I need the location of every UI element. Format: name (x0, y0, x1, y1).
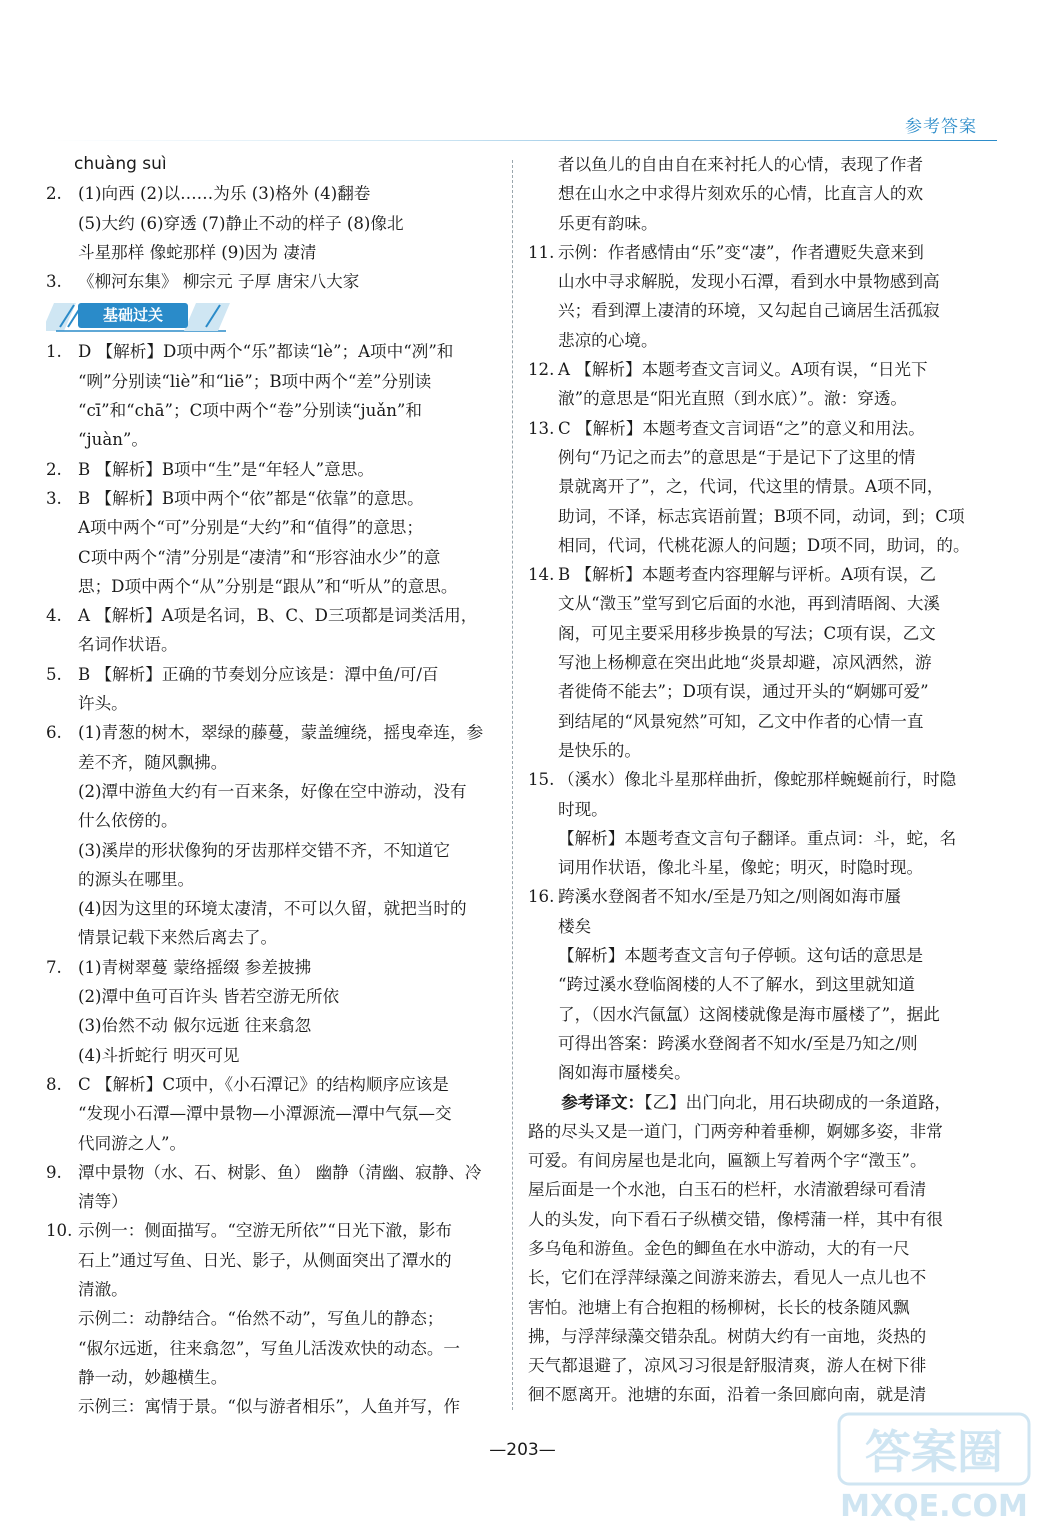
answer-continuation: (5)大约 (6)穿透 (7)静止不动的样子 (8)像北 (78, 213, 404, 233)
answer-text: (1)青葱的树木，翠绿的藤蔓，蒙盖缠绕，摇曳牵连，参 (78, 723, 484, 743)
answer-number: 3. (46, 272, 62, 292)
answer-number: 12. (528, 360, 555, 380)
answer-first-line (46, 455, 498, 484)
answer-continuation: A项中两个“可”分别是“大约”和“值得”的意思； (78, 518, 423, 538)
answer-continuation: (4)斗折蛇行 明灭可见 (78, 1045, 240, 1065)
answer-item (46, 267, 498, 296)
answer-first-line (528, 414, 976, 443)
answer-continuation: “俶尔远逝，往来翕忽”，写鱼儿活泼欢快的动态。一 (78, 1338, 461, 1358)
answer-first-line (46, 1070, 498, 1099)
pinyin-line: chuàng suì (74, 154, 167, 174)
answer-text: B 【解析】正确的节奏划分应该是：潭中鱼/可/百 (78, 664, 439, 684)
answer-continuation: 相同，代词，代桃花源人的问题；D项不同，助词，的。 (558, 535, 970, 555)
answer-continuation: 兴；看到潭上凄清的环境，又勾起自己谪居生活孤寂 (558, 301, 940, 321)
answer-text: A 【解析】本题考查文言词义。A项有误，“日光下 (558, 360, 928, 380)
answer-first-line (46, 718, 498, 747)
answer-continuation: “cī”和“chā”；C项中两个“卷”分别读“juǎn”和 (78, 401, 422, 421)
answer-item (528, 765, 976, 882)
answer-continuation: (4)因为这里的环境太凄清，不可以久留，就把当时的 (78, 899, 467, 919)
answer-text: D 【解析】D项中两个“乐”都读“lè”；A项中“冽”和 (78, 342, 454, 362)
answer-item (528, 355, 976, 414)
answer-continuation: 例句“乃记之而去”的意思是“于是记下了这里的情 (558, 447, 916, 467)
answer-item (46, 1158, 498, 1217)
answer-continuation: 词用作状语，像北斗星，像蛇；明灭，时隐时现。 (558, 858, 924, 878)
answer-item (46, 1070, 498, 1158)
answer-continuation: 静一动，妙趣横生。 (78, 1367, 228, 1387)
answer-continuation: 【解析】本题考查文言句子停顿。这句话的意思是 (558, 946, 924, 966)
translation-line: 多乌龟和游鱼。金色的鲫鱼在水中游动，大的有一尺 (528, 1238, 910, 1258)
answer-continuation: 者徙倚不能去”；D项有误，通过开头的“婀娜可爱” (558, 682, 929, 702)
answer-number: 1. (46, 342, 62, 362)
reference-translation (528, 1088, 976, 1410)
banner-label: 基础过关 (78, 303, 188, 328)
answer-text: A 【解析】A项是名词，B、C、D三项都是词类活用， (78, 606, 478, 626)
answer-number: 11. (528, 242, 555, 262)
intro-items (46, 179, 498, 296)
answer-first-line (46, 1158, 498, 1187)
answer-continuation: 澈”的意思是“阳光直照（到水底）”。澈：穿透。 (558, 389, 908, 409)
answer-continuation: “juàn”。 (78, 430, 148, 450)
answer-continuation: 示例二：动静结合。“佁然不动”，写鱼儿的静态； (78, 1309, 444, 1329)
answer-continuation: 到结尾的“风景宛然”可知，乙文中作者的心情一直 (558, 711, 924, 731)
answer-continuation: 阁如海市蜃楼矣。 (558, 1063, 691, 1083)
answer-text: B 【解析】B项中“生”是“年轻人”意思。 (78, 459, 374, 479)
answer-continuation: 的源头在哪里。 (78, 869, 195, 889)
answer-number: 4. (46, 606, 62, 626)
answer-first-line (528, 560, 976, 589)
translation-line: 徊不愿离开。池塘的东面，沿着一条回廊向南，就是清 (528, 1385, 927, 1405)
answer-text: B 【解析】B项中两个“依”都是“依靠”的意思。 (78, 488, 424, 508)
answer-continuation: 了，（因水汽氤氲）这阁楼就像是海市蜃楼了”，据此 (558, 1004, 940, 1024)
answer-number: 3. (46, 488, 62, 508)
answer-text: 示例一：侧面描写。“空游无所依”“日光下澈，影布 (78, 1221, 452, 1241)
answer-continuation: 助词，不译，标志宾语前置；B项不同，动词，到；C项 (558, 506, 965, 526)
answer-item (528, 560, 976, 765)
translation-line: 害怕。池塘上有合抱粗的杨柳树，长长的枝条随风飘 (528, 1297, 910, 1317)
answer-continuation: (2)潭中游鱼大约有一百来条，好像在空中游动，没有 (78, 781, 467, 801)
answer-continuation: 石上”通过写鱼、日光、影子，从侧面突出了潭水的 (78, 1250, 452, 1270)
answer-item (46, 1216, 498, 1421)
watermark-logo (835, 1408, 1035, 1532)
answer-number: 16. (528, 887, 555, 907)
answer-number: 8. (46, 1074, 62, 1094)
watermark-text: 答案圈 (865, 1425, 1003, 1479)
translation-line: 拂，与浮萍绿藻交错杂乱。树荫大约有一亩地，炎热的 (528, 1326, 927, 1346)
answer-continuation: (2)潭中鱼可百许头 皆若空游无所依 (78, 987, 340, 1007)
answer-first-line (46, 179, 498, 208)
answer-item (46, 484, 498, 601)
answer-item (46, 660, 498, 719)
answer-item (46, 953, 498, 1070)
answer-continuation: “发现小石潭—潭中景物—小潭源流—潭中气氛—交 (78, 1104, 452, 1124)
answer-continuation: 阁，可见主要采用移步换景的写法；C项有误，乙文 (558, 623, 936, 643)
carryover-line: 者以鱼儿的自由自在来衬托人的心情，表现了作者 (558, 155, 924, 174)
answer-item (46, 718, 498, 952)
answer-number: 7. (46, 957, 62, 977)
answer-continuation: 代同游之人”。 (78, 1133, 187, 1153)
answer-text: 跨溪水登阁者不知水/至是乃知之/则阁如海市蜃 (558, 887, 902, 907)
carryover-text (528, 150, 976, 238)
answer-number: 5. (46, 664, 62, 684)
answer-number: 13. (528, 418, 555, 438)
answer-first-line (46, 953, 498, 982)
translation-line: 长，它们在浮萍绿藻之间游来游去，看见人一点儿也不 (528, 1268, 927, 1288)
answer-first-line (46, 1216, 498, 1245)
answer-continuation: 清等） (78, 1192, 128, 1212)
answer-item (528, 238, 976, 355)
answer-first-line (46, 267, 498, 296)
answer-item (46, 337, 498, 454)
translation-line: 路的尽头又是一道门，门两旁种着垂柳，婀娜多姿，非常 (528, 1121, 943, 1141)
answer-item (528, 882, 976, 1087)
answer-number: 9. (46, 1162, 62, 1182)
carryover-line: 乐更有韵味。 (558, 213, 658, 233)
answer-continuation: (3)溪岸的形状像狗的牙齿那样交错不齐，不知道它 (78, 840, 450, 860)
carryover-line: 想在山水之中求得片刻欢乐的心情，比直言人的欢 (558, 184, 924, 204)
answer-text: 示例：作者感情由“乐”变“凄”，作者遭贬失意来到 (558, 242, 924, 262)
right-column (528, 150, 976, 1410)
translation-first-line: 参考译文：【乙】出门向北，用石块砌成的一条道路， (561, 1091, 952, 1112)
answer-first-line (46, 601, 498, 630)
answer-item (46, 179, 498, 267)
answer-continuation: 情景记载下来然后离去了。 (78, 928, 278, 948)
translation-line: 人的头发，向下看石子纵横交错，像樗蒲一样，其中有很 (528, 1209, 943, 1229)
answer-text: 潭中景物（水、石、树影、鱼） 幽静（清幽、寂静、冷 (78, 1162, 482, 1182)
answer-continuation: 思；D项中两个“从”分别是“跟从”和“听从”的意思。 (78, 576, 458, 596)
answer-continuation: C项中两个“清”分别是“凄清”和“形容油水少”的意 (78, 547, 441, 567)
answer-continuation: 时现。 (558, 799, 608, 819)
translation-line: 屋后面是一个水池，白玉石的栏杆，水清澈碧绿可看清 (528, 1180, 927, 1200)
answer-continuation: 什么依傍的。 (78, 811, 178, 831)
answer-continuation: 是快乐的。 (558, 740, 641, 760)
answer-number: 15. (528, 770, 555, 790)
answer-continuation: 写池上杨柳意在突出此地“炎景却避，凉风洒然，游 (558, 653, 932, 673)
left-column (46, 150, 498, 1421)
answer-first-line (528, 355, 976, 384)
answer-continuation: 悲凉的心境。 (558, 330, 658, 350)
watermark-subtext: MXQE.COM (840, 1489, 1028, 1524)
header-rule (50, 140, 997, 141)
answer-first-line (46, 660, 498, 689)
answer-number: 14. (528, 565, 555, 585)
answer-text: （溪水）像北斗星那样曲折，像蛇那样蜿蜒前行，时隐 (558, 770, 957, 790)
answer-first-line (528, 882, 976, 911)
answer-continuation: 景就离开了”，之，代词，代这里的情景。A项不同， (558, 477, 944, 497)
answer-continuation: 差不齐，随风飘拂。 (78, 752, 228, 772)
answer-continuation: 文从“澂玉”堂写到它后面的水池，再到清晤阁、大溪 (558, 594, 941, 614)
answer-continuation: 示例三：寓情于景。“似与游者相乐”，人鱼并写，作 (78, 1397, 461, 1417)
answer-text: C 【解析】C项中，《小石潭记》的结构顺序应该是 (78, 1074, 449, 1094)
page-number: —203— (489, 1440, 556, 1460)
answer-first-line (46, 337, 498, 366)
answer-continuation: 可得出答案：跨溪水登阁者不知水/至是乃知之/则 (558, 1033, 918, 1053)
answer-continuation: (3)佁然不动 俶尔远逝 往来翕忽 (78, 1016, 312, 1036)
answer-number: 2. (46, 459, 62, 479)
answer-text: 《柳河东集》 柳宗元 子厚 唐宋八大家 (78, 272, 360, 292)
answer-first-line (528, 238, 976, 267)
answer-item (528, 414, 976, 560)
section-tag: 参考答案 (905, 117, 977, 137)
answer-item (46, 601, 498, 660)
answer-first-line (528, 765, 976, 794)
answer-text: B 【解析】本题考查内容理解与评析。A项有误，乙 (558, 565, 936, 585)
answer-item (46, 455, 498, 484)
answer-text: (1)向西 (2)以……为乐 (3)格外 (4)翻卷 (78, 184, 371, 204)
translation-label: 参考译文： (561, 1091, 645, 1112)
answer-number: 2. (46, 184, 62, 204)
answer-continuation: 许头。 (78, 694, 128, 714)
answer-text: (1)青树翠蔓 蒙络摇缀 参差披拂 (78, 957, 312, 977)
answer-number: 6. (46, 723, 62, 743)
answer-number: 10. (46, 1221, 73, 1241)
answer-first-line (46, 484, 498, 513)
answer-continuation: 【解析】本题考查文言句子翻译。重点词：斗，蛇，名 (558, 828, 957, 848)
answer-list-right (528, 238, 976, 1088)
answer-list-left (46, 337, 498, 1421)
answer-continuation: 斗星那样 像蛇那样 (9)因为 凄清 (78, 242, 317, 262)
watermark-icon (835, 1408, 1035, 1528)
answer-continuation: “跨过溪水登临阁楼的人不了解水，到这里就知道 (558, 975, 915, 995)
answer-continuation: 名词作状语。 (78, 635, 178, 655)
answer-text: C 【解析】本题考查文言词语“之”的意义和用法。 (558, 418, 925, 438)
column-divider (512, 160, 513, 1410)
answer-continuation: 山水中寻求解脱，发现小石潭，看到水中景物感到高 (558, 272, 940, 292)
answer-continuation: 清澈。 (78, 1279, 128, 1299)
section-banner (46, 297, 236, 337)
translation-line: 可爱。有间房屋也是北向，匾额上写着两个字“澂玉”。 (528, 1151, 927, 1171)
answer-continuation: 楼矣 (558, 916, 592, 936)
translation-line: 天气都退避了，凉风习习很是舒服清爽，游人在树下徘 (528, 1356, 927, 1376)
answer-continuation: “咧”分别读“liè”和“liē”；B项中两个“差”分别读 (78, 371, 432, 391)
